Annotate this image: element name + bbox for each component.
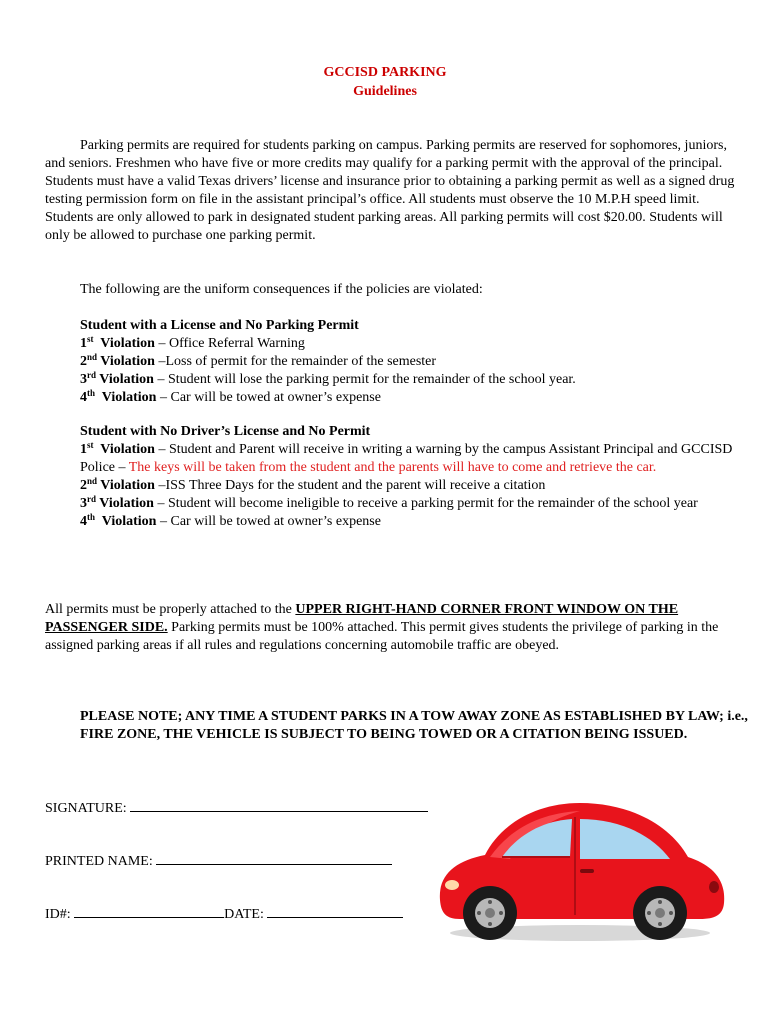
document-title: GCCISD PARKING xyxy=(323,65,447,80)
violation-item: 3rd Violation – Student will lose the parking permit for the remainder of the school year. xyxy=(80,370,576,387)
violation-item: 1st Violation – Student and Parent will receive in writing a warning by the campus Assistant Principal and GCCISD Police – The keys will be taken from the student and the parents will have to come and retrieve the car. xyxy=(80,440,733,475)
printed-name-line[interactable] xyxy=(156,850,392,865)
printed-name-field xyxy=(45,850,392,871)
violation-item: 4th Violation – Car will be towed at owner’s expense xyxy=(80,512,381,529)
document-subtitle: Guidelines xyxy=(353,84,417,99)
warning-red-text: The keys will be taken from the student and the parents will have to come and retrieve the car. xyxy=(128,460,657,475)
tow-away-note: PLEASE NOTE; ANY TIME A STUDENT PARKS IN A TOW AWAY ZONE AS ESTABLISHED BY LAW; i.e., FIRE ZONE, THE VEHICLE IS SUBJECT TO BEING TOWED OR A CITATION BEING ISSUED. xyxy=(80,709,748,742)
section-heading: Student with a License and No Parking Permit xyxy=(80,318,359,333)
violation-item: 3rd Violation – Student will become ineligible to receive a parking permit for the remainder of the school year xyxy=(80,494,698,511)
consequences-intro: The following are the uniform consequences if the policies are violated: xyxy=(80,282,483,297)
violation-item: 1st Violation – Office Referral Warning xyxy=(80,334,305,351)
date-line[interactable] xyxy=(267,903,403,918)
red-car-icon xyxy=(430,795,730,945)
id-date-field xyxy=(45,903,403,924)
section-no-license-no-permit xyxy=(80,423,740,531)
attachment-paragraph: All permits must be properly attached to the UPPER RIGHT-HAND CORNER FRONT WINDOW ON THE PASSENGER SIDE. Parking permits must be 100% attached. This permit gives students the privilege of parking in the assigned parking areas if all rules and regulations concerning automobile traffic are obeyed. xyxy=(45,602,719,653)
date-label: DATE: xyxy=(224,907,268,922)
violation-item: 2nd Violation –ISS Three Days for the student and the parent will receive a citation xyxy=(80,476,546,493)
attachment-location: UPPER RIGHT-HAND CORNER FRONT WINDOW ON THE PASSENGER SIDE. xyxy=(45,602,679,635)
violation-item: 2nd Violation –Loss of permit for the remainder of the semester xyxy=(80,352,437,369)
section-heading: Student with No Driver’s License and No Permit xyxy=(80,424,371,439)
intro-paragraph: Parking permits are required for students parking on campus. Parking permits are reserved for sophomores, juniors, and seniors. Freshmen who have five or more credits may qualify for a parking permit with the approval of the principal. Students must have a valid Texas drivers’ license and insurance prior to obtaining a parking permit as well as a signed drug testing permission form on file in the assistant principal’s office. All students must observe the 10 M.P.H speed limit. Students are only allowed to park in designated student parking areas. All parking permits will cost $20.00. Students will only be allowed to purchase one parking permit. xyxy=(45,138,735,243)
signature-label: SIGNATURE: xyxy=(45,801,131,816)
printed-name-label: PRINTED NAME: xyxy=(45,854,157,869)
signature-line[interactable] xyxy=(130,797,428,812)
signature-field xyxy=(45,797,428,818)
id-label: ID#: xyxy=(45,907,75,922)
section-license-no-permit xyxy=(80,317,730,407)
id-line[interactable] xyxy=(74,903,224,918)
violation-item: 4th Violation – Car will be towed at owner’s expense xyxy=(80,388,381,405)
